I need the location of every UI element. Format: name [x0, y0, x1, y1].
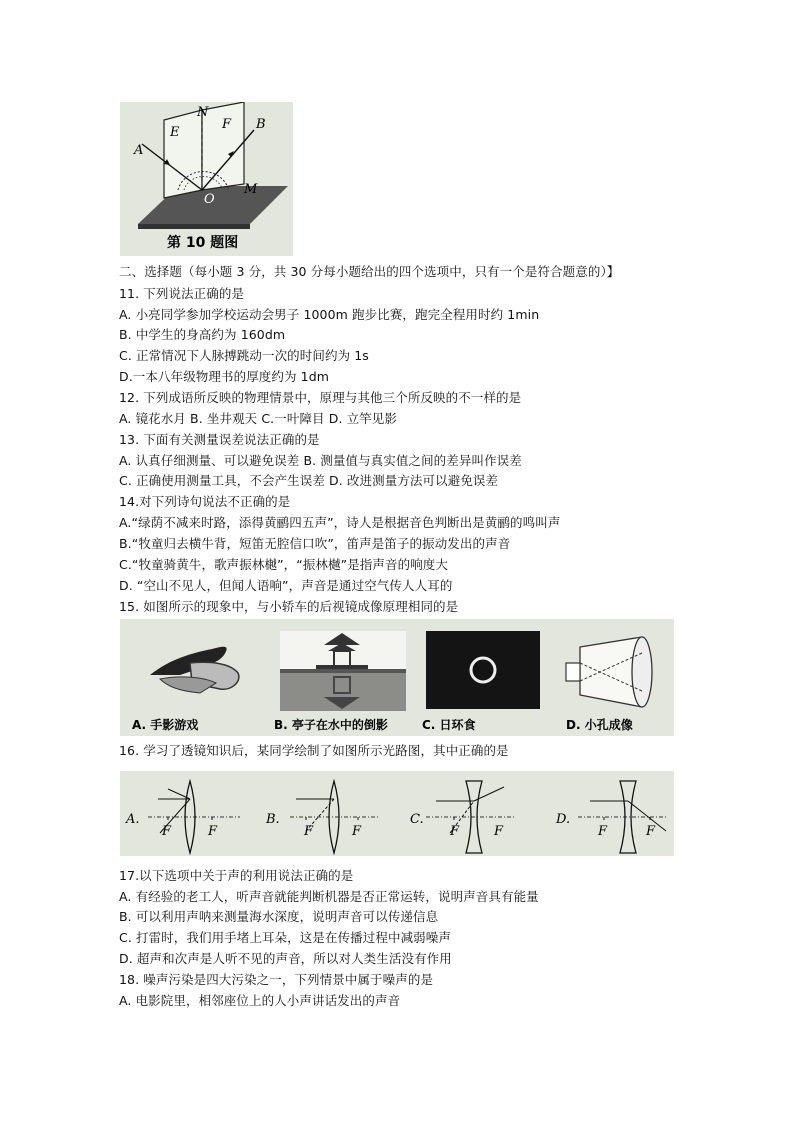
figure-15 — [120, 619, 674, 736]
panel-b-f1: F — [304, 824, 314, 839]
label-m: M — [244, 182, 258, 197]
q16-stem: 16. 学习了透镜知识后，某同学绘制了如图所示光路图，其中正确的是 — [119, 743, 509, 758]
q14-stem: 14.对下列诗句说法不正确的是 — [119, 494, 291, 509]
section-heading: 二、选择题（每小题 3 分，共 30 分每小题给出的四个选项中，只有一个是符合题意的）】 — [119, 264, 620, 279]
panel-b-convex-lens — [290, 781, 378, 853]
q17-stem: 17.以下选项中关于声的利用说法正确的是 — [119, 868, 354, 883]
pavilion-reflection-image — [280, 631, 406, 711]
figure-10-caption: 第 10 题图 — [167, 235, 239, 251]
q13-options-cd: C. 正确使用测量工具，不会产生误差 D. 改进测量方法可以避免误差 — [119, 473, 499, 488]
label-b: B — [256, 117, 266, 132]
panel-a-letter: A. — [126, 812, 140, 827]
q17-option-b: B. 可以利用声呐来测量海水深度，说明声音可以传递信息 — [119, 909, 439, 924]
panel-d-letter: D. — [556, 812, 571, 827]
figure-16 — [120, 771, 674, 856]
q17-option-c: C. 打雷时，我们用手堵上耳朵，这是在传播过程中减弱噪声 — [119, 930, 451, 945]
hand-shadow-image — [150, 647, 239, 693]
panel-d-concave-lens — [578, 781, 668, 853]
panel-a-f1: F — [162, 824, 172, 839]
panel-b-letter: B. — [266, 812, 280, 827]
reflection-diagram — [120, 102, 293, 256]
q12-options: A. 镜花水月 B. 坐井观天 C.一叶障目 D. 立竿见影 — [119, 411, 397, 426]
q11-option-c: C. 正常情况下人脉搏跳动一次的时间约为 1s — [119, 348, 369, 363]
q12-stem: 12. 下列成语所反映的物理情景中，原理与其他三个所反映的不一样的是 — [119, 390, 522, 405]
panel-a-convex-lens — [148, 781, 240, 853]
q11-option-b: B. 中学生的身高约为 160dm — [119, 327, 286, 342]
q18-option-a: A. 电影院里，相邻座位上的人小声讲话发出的声音 — [119, 993, 401, 1008]
label-o: O — [204, 192, 215, 207]
q15-caption-b: B. 亭子在水中的倒影 — [274, 718, 388, 732]
q14-option-c: C.“牧童骑黄牛，歌声振林樾”，“振林樾”是指声音的响度大 — [119, 557, 449, 572]
q15-caption-d: D. 小孔成像 — [566, 718, 633, 732]
panel-b-f2: F — [352, 824, 362, 839]
q11-option-d: D.一本八年级物理书的厚度约为 1dm — [119, 369, 330, 384]
label-n: N — [197, 105, 209, 120]
panel-a-f2: F — [208, 824, 218, 839]
panel-d-f2: F — [646, 824, 656, 839]
q13-stem: 13. 下面有关测量误差说法正确的是 — [119, 432, 320, 447]
label-a: A — [134, 143, 144, 158]
q14-option-b: B.“牧童归去横牛背，短笛无腔信口吹”，笛声是笛子的振动发出的声音 — [119, 536, 511, 551]
panel-c-f2: F — [494, 824, 504, 839]
panel-d-f1: F — [598, 824, 608, 839]
q15-stem: 15. 如图所示的现象中，与小轿车的后视镜成像原理相同的是 — [119, 599, 459, 614]
annular-eclipse-image — [426, 631, 540, 709]
label-e: E — [170, 125, 180, 140]
q15-caption-a: A. 手影游戏 — [132, 718, 199, 732]
figure-10 — [120, 102, 293, 256]
q17-option-a: A. 有经验的老工人，听声音就能判断机器是否正常运转，说明声音具有能量 — [119, 889, 539, 904]
q13-options-ab: A. 认真仔细测量、可以避免误差 B. 测量值与真实值之间的差异叫作误差 — [119, 453, 522, 468]
panel-c-letter: C. — [410, 812, 424, 827]
q14-option-d: D. “空山不见人，但闻人语响”，声音是通过空气传人人耳的 — [119, 578, 453, 593]
q14-option-a: A.“绿荫不减来时路，添得黄鹂四五声”，诗人是根据音色判断出是黄鹂的鸣叫声 — [119, 515, 561, 530]
pinhole-camera-image — [566, 637, 652, 707]
panel-c-f1: F — [450, 824, 460, 839]
figure-15-images — [120, 619, 674, 736]
q17-option-d: D. 超声和次声是人听不见的声音，所以对人类生活没有作用 — [119, 951, 452, 966]
q18-stem: 18. 噪声污染是四大污染之一，下列情景中属于噪声的是 — [119, 972, 434, 987]
q11-option-a: A. 小亮同学参加学校运动会男子 1000m 跑步比赛，跑完全程用时约 1min — [119, 307, 540, 322]
lens-ray-diagrams — [120, 771, 674, 856]
label-f: F — [222, 117, 232, 132]
q15-caption-c: C. 日环食 — [422, 718, 476, 732]
panel-c-concave-lens — [426, 781, 514, 853]
q11-stem: 11. 下列说法正确的是 — [119, 286, 245, 301]
